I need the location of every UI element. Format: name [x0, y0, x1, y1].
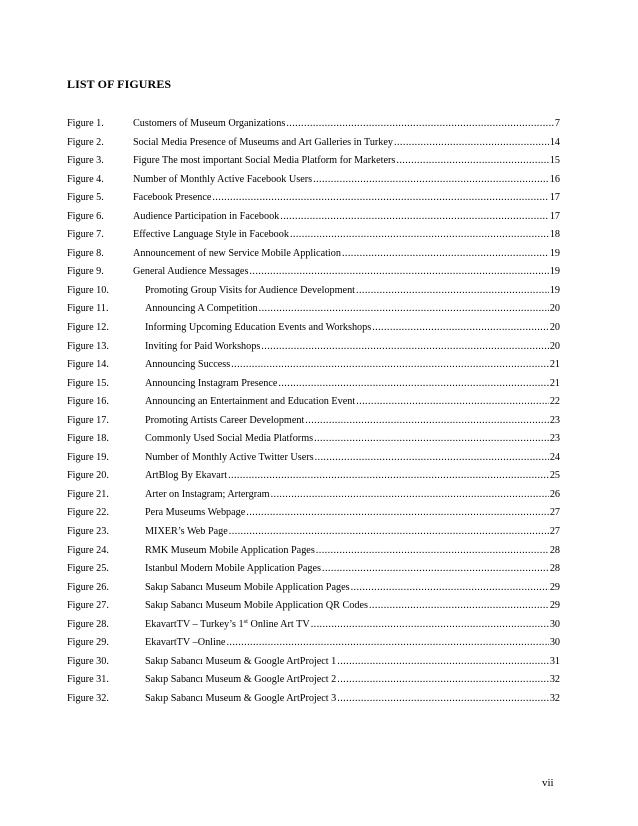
figure-page: 32 — [549, 671, 560, 690]
dot-leader — [305, 412, 549, 431]
figure-page: 22 — [549, 393, 560, 412]
figure-number: Figure 4. — [67, 173, 104, 185]
dot-leader — [337, 690, 549, 709]
figure-title: Sakıp Sabancı Museum & Google ArtProject 2 — [145, 671, 337, 690]
figure-title: Announcing Instagram Presence — [145, 375, 278, 394]
figure-page: 29 — [549, 597, 560, 616]
figure-title: Announcing Success — [145, 356, 231, 375]
dot-leader — [315, 449, 549, 468]
figure-number: Figure 23. — [67, 526, 109, 538]
figure-page: 18 — [549, 226, 560, 245]
figure-entry[interactable] — [67, 579, 560, 598]
figure-entry[interactable] — [67, 245, 560, 264]
dot-leader — [261, 338, 549, 357]
figure-entry[interactable] — [67, 393, 560, 412]
dot-leader — [356, 282, 549, 301]
dot-leader — [278, 375, 548, 394]
figure-title: Sakıp Sabancı Museum & Google ArtProject 3 — [145, 690, 337, 709]
dot-leader — [372, 319, 549, 338]
figure-entry[interactable] — [67, 208, 560, 227]
figure-title: Istanbul Modern Mobile Application Pages — [145, 560, 322, 579]
figure-number: Figure 17. — [67, 414, 109, 426]
figure-number: Figure 10. — [67, 284, 109, 296]
figure-number: Figure 31. — [67, 674, 109, 686]
figure-number: Figure 22. — [67, 507, 109, 519]
figure-number: Figure 5. — [67, 192, 104, 204]
figure-number: Figure 19. — [67, 451, 109, 463]
dot-leader — [280, 208, 549, 227]
figure-page: 19 — [549, 245, 560, 264]
dot-leader — [369, 597, 549, 616]
figure-title: Effective Language Style in Facebook — [133, 226, 290, 245]
figure-title: Social Media Presence of Museums and Art Galleries in Turkey — [133, 134, 394, 153]
figure-number: Figure 2. — [67, 136, 104, 148]
figure-number: Figure 14. — [67, 359, 109, 371]
figure-entry[interactable] — [67, 634, 560, 653]
figure-number: Figure 20. — [67, 470, 109, 482]
figure-title: General Audience Messages — [133, 263, 249, 282]
dot-leader — [271, 486, 549, 505]
figure-title: ArtBlog By Ekavart — [145, 467, 228, 486]
figure-number: Figure 21. — [67, 488, 109, 500]
figure-number: Figure 26. — [67, 581, 109, 593]
figure-number: Figure 15. — [67, 377, 109, 389]
dot-leader — [259, 300, 549, 319]
figure-entry[interactable] — [67, 467, 560, 486]
figure-title — [145, 616, 311, 635]
figure-entry[interactable] — [67, 226, 560, 245]
figure-title: EkavartTV –Online — [145, 634, 226, 653]
figure-entry[interactable] — [67, 356, 560, 375]
figure-entry[interactable] — [67, 375, 560, 394]
figure-page: 19 — [549, 282, 560, 301]
dot-leader — [246, 504, 549, 523]
figure-title: MIXER’s Web Page — [145, 523, 229, 542]
figure-entry[interactable] — [67, 523, 560, 542]
figure-entry[interactable] — [67, 430, 560, 449]
figure-entry[interactable] — [67, 338, 560, 357]
figure-page: 20 — [549, 300, 560, 319]
dot-leader — [356, 393, 549, 412]
figure-entry[interactable] — [67, 319, 560, 338]
figure-entry[interactable] — [67, 171, 560, 190]
figure-page: 21 — [549, 356, 560, 375]
dot-leader — [351, 579, 549, 598]
figure-page: 30 — [549, 616, 560, 635]
figure-page: 26 — [549, 486, 560, 505]
figure-title: Announcing an Entertainment and Education Event — [145, 393, 356, 412]
dot-leader — [311, 616, 549, 635]
figure-number: Figure 27. — [67, 600, 109, 612]
figure-entry[interactable] — [67, 560, 560, 579]
figure-entry[interactable] — [67, 300, 560, 319]
figure-entry[interactable] — [67, 616, 560, 635]
figure-entry[interactable] — [67, 152, 560, 171]
dot-leader — [396, 152, 548, 171]
figure-page: 32 — [549, 690, 560, 709]
figure-title: RMK Museum Mobile Application Pages — [145, 542, 316, 561]
dot-leader — [286, 115, 554, 134]
page-title: LIST OF FIGURES — [67, 77, 172, 91]
figure-page: 17 — [549, 208, 560, 227]
figure-title: Facebook Presence — [133, 189, 212, 208]
figure-page: 15 — [549, 152, 560, 171]
dot-leader — [249, 263, 548, 282]
figure-title: Sakıp Sabancı Museum & Google ArtProject 1 — [145, 653, 337, 672]
figure-number: Figure 3. — [67, 155, 104, 167]
figure-title: Arter on Instagram; Artergram — [145, 486, 271, 505]
figure-title: Promoting Group Visits for Audience Development — [145, 282, 356, 301]
figure-page: 25 — [549, 467, 560, 486]
dot-leader — [226, 634, 548, 653]
figure-entry[interactable] — [67, 690, 560, 709]
figure-page: 21 — [549, 375, 560, 394]
figure-page: 14 — [549, 134, 560, 153]
figure-list — [67, 115, 560, 709]
figure-title: Customers of Museum Organizations — [133, 115, 286, 134]
ordinal-superscript: st — [243, 617, 248, 625]
figure-page: 17 — [549, 189, 560, 208]
figure-page: 19 — [549, 263, 560, 282]
dot-leader — [228, 467, 549, 486]
dot-leader — [231, 356, 549, 375]
figure-number: Figure 12. — [67, 322, 109, 334]
figure-entry[interactable] — [67, 542, 560, 561]
figure-number: Figure 25. — [67, 563, 109, 575]
figure-page: 29 — [549, 579, 560, 598]
figure-title: Pera Museums Webpage — [145, 504, 246, 523]
dot-leader — [314, 430, 549, 449]
figure-page: 16 — [549, 171, 560, 190]
figure-page: 7 — [554, 115, 560, 134]
figure-page: 20 — [549, 338, 560, 357]
figure-title: Number of Monthly Active Facebook Users — [133, 171, 313, 190]
figure-page: 20 — [549, 319, 560, 338]
dot-leader — [342, 245, 549, 264]
figure-title: Sakıp Sabancı Museum Mobile Application Pages — [145, 579, 351, 598]
figure-title: Commonly Used Social Media Platforms — [145, 430, 314, 449]
figure-number: Figure 30. — [67, 655, 109, 667]
dot-leader — [322, 560, 549, 579]
figure-entry[interactable] — [67, 597, 560, 616]
figure-number: Figure 9. — [67, 266, 104, 278]
figure-entry[interactable] — [67, 189, 560, 208]
figure-entry[interactable] — [67, 263, 560, 282]
figure-title: Sakıp Sabancı Museum Mobile Application QR Codes — [145, 597, 369, 616]
figure-title: Inviting for Paid Workshops — [145, 338, 261, 357]
figure-title: Audience Participation in Facebook — [133, 208, 280, 227]
figure-entry[interactable] — [67, 671, 560, 690]
figure-number: Figure 1. — [67, 118, 104, 129]
figure-title: Number of Monthly Active Twitter Users — [145, 449, 315, 468]
dot-leader — [229, 523, 549, 542]
figure-page: 23 — [549, 412, 560, 431]
figure-number: Figure 29. — [67, 637, 109, 649]
figure-page: 27 — [549, 504, 560, 523]
figure-entry[interactable] — [67, 115, 560, 134]
figure-entry[interactable] — [67, 412, 560, 431]
figure-title: Promoting Artists Career Development — [145, 412, 305, 431]
figure-number: Figure 24. — [67, 544, 109, 556]
figure-number: Figure 32. — [67, 692, 109, 704]
dot-leader — [316, 542, 549, 561]
figure-entry[interactable] — [67, 449, 560, 468]
figure-title-rest: Online Art TV — [247, 618, 310, 630]
figure-entry[interactable] — [67, 486, 560, 505]
figure-entry[interactable] — [67, 134, 560, 153]
figure-number: Figure 7. — [67, 229, 104, 241]
figure-number: Figure 11. — [67, 303, 109, 315]
dot-leader — [290, 226, 549, 245]
figure-entry[interactable] — [67, 504, 560, 523]
figure-page: 30 — [549, 634, 560, 653]
figure-title: Figure The most important Social Media Platform for Marketers — [133, 152, 396, 171]
figure-number: Figure 13. — [67, 340, 109, 352]
figure-number: Figure 18. — [67, 433, 109, 445]
dot-leader — [394, 134, 549, 153]
figure-title-main: EkavartTV – Turkey’s 1 — [145, 618, 244, 630]
figure-number: Figure 6. — [67, 210, 104, 222]
figure-page: 28 — [549, 560, 560, 579]
dot-leader — [313, 171, 549, 190]
figure-page: 23 — [549, 430, 560, 449]
figure-number: Figure 28. — [67, 618, 109, 630]
page-number: vii — [542, 777, 554, 789]
dot-leader — [212, 189, 548, 208]
figure-number: Figure 8. — [67, 247, 104, 259]
figure-title: Announcement of new Service Mobile Application — [133, 245, 342, 264]
figure-page: 28 — [549, 542, 560, 561]
figure-title: Announcing A Competition — [145, 300, 259, 319]
figure-number: Figure 16. — [67, 396, 109, 408]
dot-leader — [337, 653, 549, 672]
figure-title: Informing Upcoming Education Events and Workshops — [145, 319, 372, 338]
dot-leader — [337, 671, 549, 690]
figure-entry[interactable] — [67, 653, 560, 672]
figure-page: 24 — [549, 449, 560, 468]
figure-page: 27 — [549, 523, 560, 542]
figure-entry[interactable] — [67, 282, 560, 301]
figure-page: 31 — [549, 653, 560, 672]
